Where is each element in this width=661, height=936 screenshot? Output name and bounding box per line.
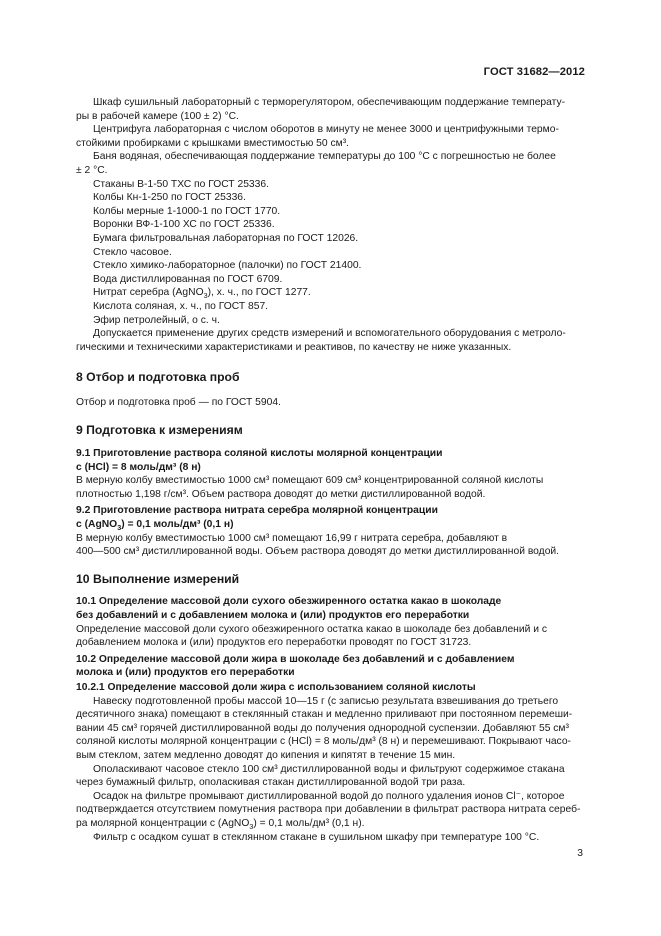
- text-line: десятичного знака) помещают в стеклянный стакан и медленно приливают при постоянном перемеши-: [76, 709, 573, 721]
- subsection-10-1-title: 10.1 Определение массовой доли сухого обезжиренного остатка какао в шоколаде: [76, 596, 502, 608]
- text-line: Стаканы В-1-50 ТХС по ГОСТ 25336.: [93, 178, 269, 190]
- text-line: Шкаф сушильный лабораторный с терморегулятором, обеспечивающим поддержание температу-: [93, 97, 566, 108]
- text-line: Колбы Кн-1-250 по ГОСТ 25336.: [93, 192, 246, 204]
- text-line: Стекло часовое.: [93, 246, 172, 258]
- text-line: подтверждается отсутствием помутнения раствора при добавлении в фильтрат раствора нитрата сереб-: [76, 804, 581, 816]
- text-line: вании 45 см³ горячей дистиллированной воды до получения однородной суспензии. Добавляют 55 см³: [76, 722, 569, 734]
- text-part: Нитрат серебра (AgNO: [93, 287, 204, 299]
- subsection-10-2-title-cont: молока и (или) продуктов его переработки: [76, 667, 295, 679]
- text-line: вым стеклом, затем медленно доводят до кипения и кипятят в течение 15 мин.: [76, 749, 456, 761]
- text-line: добавлением молока и (или) продуктов его переработки проводят по ГОСТ 31723.: [76, 637, 472, 649]
- subsection-9-2-formula: [76, 518, 585, 532]
- text-line: Кислота соляная, х. ч., по ГОСТ 857.: [93, 300, 269, 312]
- text-line: Фильтр с осадком сушат в стеклянном стакане в сушильном шкафу при температуре 100 °С.: [93, 831, 540, 843]
- text-line: В мерную колбу вместимостью 1000 см³ помещают 16,99 г нитрата серебра, добавляют в: [76, 532, 508, 544]
- text-line: Эфир петролейный, о с. ч.: [93, 314, 220, 326]
- text-line: Воронки ВФ-1-100 ХС по ГОСТ 25336.: [93, 219, 275, 231]
- text-part: ) = 0,1 моль/дм³ (0,1 н).: [253, 817, 365, 829]
- text-line: ± 2 °С.: [76, 164, 108, 176]
- subsection-10-2-title: 10.2 Определение массовой доли жира в шоколаде без добавлений и с добавлением: [76, 653, 515, 665]
- subsection-10-1-title-cont: без добавлений и с добавлением молока и (или) продуктов его переработки: [76, 610, 470, 621]
- section-9-title: 9 Подготовка к измерениям: [76, 423, 243, 438]
- text-line: стойкими пробирками с крышками вместимостью 50 см³.: [76, 137, 350, 149]
- text-line: Определение массовой доли сухого обезжиренного остатка какао в шоколаде без добавлений и с: [76, 623, 547, 635]
- subsection-9-2-title: 9.2 Приготовление раствора нитрата серебра молярной концентрации: [76, 505, 438, 517]
- text-line: [76, 817, 585, 831]
- text-line: плотностью 1,198 г/см³. Объем раствора доводят до метки дистиллированной водой.: [76, 488, 486, 500]
- section-8-text: Отбор и подготовка проб — по ГОСТ 5904.: [76, 396, 281, 408]
- text-line: Центрифуга лабораторная с числом оборотов в минуту не менее 3000 и центрифужными термо-: [93, 124, 559, 136]
- text-line: Баня водяная, обеспечивающая поддержание температуры до 100 °С с погрешностью не более: [93, 151, 556, 163]
- text-line: Навеску подготовленной пробы массой 10—15 г (с записью результата взвешивания до третьего: [93, 695, 559, 707]
- subsection-9-1-title: 9.1 Приготовление раствора соляной кислоты молярной концентрации: [76, 448, 443, 460]
- text-line: через бумажный фильтр, ополаскивая стакан дистиллированной водой три раза.: [76, 777, 466, 789]
- text-line: Допускается применение других средств измерений и вспомогательного оборудования с метроло-: [93, 328, 566, 340]
- text-line: Колбы мерные 1-1000-1 по ГОСТ 1770.: [93, 205, 281, 217]
- section-10-title: 10 Выполнение измерений: [76, 571, 240, 586]
- page-number: 3: [577, 848, 583, 859]
- text-line: Ополаскивают часовое стекло 100 см³ дистиллированной воды и фильтруют содержимое стакана: [93, 763, 565, 775]
- subscript: 3: [117, 523, 122, 533]
- text-part: ) = 0,1 моль/дм³ (0,1 н): [121, 519, 234, 531]
- subsection-10-2-1-title: 10.2.1 Определение массовой доли жира с использованием соляной кислоты: [76, 681, 476, 693]
- equipment-list: [76, 96, 585, 354]
- text-line: гическими и техническими характеристиками и реактивов, по качеству не ниже указанных.: [76, 341, 512, 353]
- text-part: с (AgNO: [76, 519, 118, 531]
- subscript: 3: [203, 291, 208, 301]
- text-line: Осадок на фильтре промывают дистиллированной водой до полного удаления ионов Cl⁻, которое: [93, 790, 565, 802]
- subscript: 3: [249, 821, 254, 831]
- text-line: 400—500 см³ дистиллированной воды. Объем раствора доводят до метки дистиллированной водой.: [76, 546, 560, 558]
- document-code-header: ГОСТ 31682—2012: [483, 66, 585, 78]
- text-line: В мерную колбу вместимостью 1000 см³ помещают 609 см³ концентрированной соляной кислоты: [76, 475, 544, 487]
- text-line: соляной кислоты молярной концентрации с (HCl) = 8 моль/дм³ (8 н) и перемешивают. Покрывают часо-: [76, 736, 571, 748]
- text-line: Бумага фильтровальная лабораторная по ГОСТ 12026.: [93, 232, 359, 244]
- section-8-title: 8 Отбор и подготовка проб: [76, 370, 240, 385]
- text-line: Вода дистиллированная по ГОСТ 6709.: [93, 273, 283, 285]
- text-part: ра молярной концентрации с (AgNO: [76, 817, 250, 829]
- text-part: ), х. ч., по ГОСТ 1277.: [207, 287, 311, 299]
- text-line: ры в рабочей камере (100 ± 2) °С.: [76, 110, 239, 122]
- text-line: [76, 286, 585, 300]
- text-line: Стекло химико-лабораторное (палочки) по ГОСТ 21400.: [93, 260, 362, 272]
- subsection-9-1-formula: с (HCl) = 8 моль/дм³ (8 н): [76, 461, 201, 473]
- page-content: [76, 96, 585, 844]
